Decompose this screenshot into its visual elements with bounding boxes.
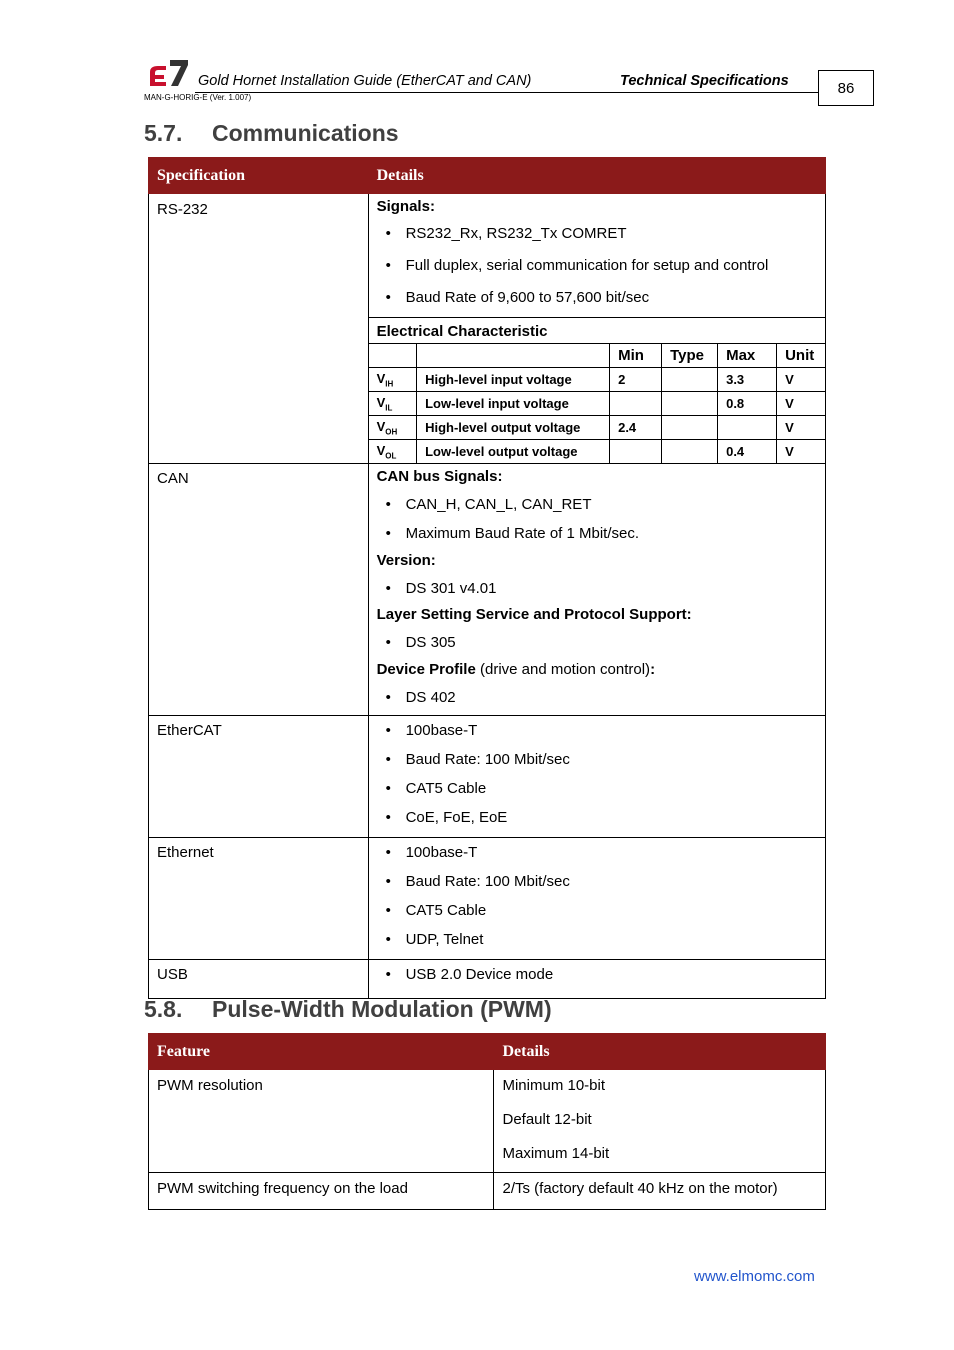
- version-list: [377, 580, 817, 598]
- max-cell: [718, 416, 777, 440]
- list-item: • RS232_Rx, RS232_Tx COMRET: [406, 225, 817, 243]
- type-cell: [662, 392, 718, 416]
- table-row: [369, 392, 825, 416]
- can-signals-list: [377, 496, 817, 543]
- list-item: • UDP, Telnet: [406, 931, 817, 949]
- feature-cell: PWM resolution: [149, 1070, 494, 1173]
- signals-list: [377, 225, 817, 307]
- document-id: MAN-G-HORIG-E (Ver. 1.007): [144, 93, 252, 102]
- list-item: • DS 305: [406, 634, 817, 652]
- column-header-details: Details: [494, 1034, 826, 1070]
- list-item: • Baud Rate: 100 Mbit/sec: [406, 873, 817, 891]
- section-title: Communications: [212, 120, 399, 146]
- list-item: • CAT5 Cable: [406, 780, 817, 798]
- min-cell: [610, 392, 662, 416]
- table-header-row: [149, 158, 826, 194]
- page-number: 86: [818, 70, 874, 106]
- symbol-cell: $V_{OL}$: [369, 440, 417, 464]
- type-cell: [662, 416, 718, 440]
- ethercat-list: [377, 722, 817, 827]
- list-item: • 100base-T: [406, 844, 817, 862]
- detail-line: Maximum 14-bit: [502, 1145, 610, 1162]
- section-number: 5.7.: [144, 120, 183, 146]
- elmo-logo: [148, 58, 190, 88]
- table-row: [369, 440, 825, 464]
- usb-list: [377, 966, 817, 984]
- list-item: • Full duplex, serial communication for setup and control: [406, 257, 817, 275]
- electrical-header-unit: Unit: [777, 344, 825, 368]
- table-row-pwm-resolution: [149, 1070, 826, 1173]
- details-cell: [494, 1070, 826, 1173]
- table-row-pwm-frequency: [149, 1173, 826, 1210]
- max-cell: 0.8: [718, 392, 777, 416]
- list-item: • CAN_H, CAN_L, CAN_RET: [406, 496, 817, 514]
- section-name: Technical Specifications: [620, 73, 789, 89]
- details-cell: [494, 1173, 826, 1210]
- communications-table: [148, 157, 826, 999]
- website-link[interactable]: www.elmomc.com: [694, 1268, 815, 1285]
- type-cell: [662, 440, 718, 464]
- pwm-table: [148, 1033, 826, 1210]
- spec-cell: CAN: [149, 464, 369, 716]
- column-header-details: Details: [368, 158, 825, 194]
- unit-cell: V: [777, 368, 825, 392]
- list-item: • Maximum Baud Rate of 1 Mbit/sec.: [406, 525, 817, 543]
- list-item: • CAT5 Cable: [406, 902, 817, 920]
- column-header-specification: Specification: [149, 158, 369, 194]
- min-cell: 2.4: [610, 416, 662, 440]
- feature-cell: PWM switching frequency on the load: [149, 1173, 494, 1210]
- electrical-table: [369, 344, 825, 463]
- section-number: 5.8.: [144, 996, 183, 1022]
- spec-cell: RS-232: [149, 194, 369, 464]
- section-heading-communications: [144, 120, 399, 147]
- list-item: • Baud Rate: 100 Mbit/sec: [406, 751, 817, 769]
- max-cell: 0.4: [718, 440, 777, 464]
- electrical-header: [417, 344, 610, 368]
- details-cell: [368, 960, 825, 999]
- electrical-cell: [368, 318, 825, 464]
- detail-line: Minimum 10-bit: [502, 1077, 606, 1094]
- electrical-header-type: Type: [662, 344, 718, 368]
- signals-label: Signals:: [376, 198, 435, 215]
- lss-list: [377, 634, 817, 652]
- symbol-cell: $V_{OH}$: [369, 416, 417, 440]
- table-row-ethercat: [149, 716, 826, 838]
- ethernet-list: [377, 844, 817, 949]
- electrical-characteristic-label: Electrical Characteristic: [369, 318, 825, 344]
- electrical-header-row: [369, 344, 825, 368]
- details-cell: [368, 838, 825, 960]
- document-title: Gold Hornet Installation Guide (EtherCAT and CAN): [198, 73, 532, 89]
- header-rule: [195, 92, 819, 93]
- electrical-header-max: Max: [718, 344, 777, 368]
- type-cell: [662, 368, 718, 392]
- details-cell: [368, 194, 825, 318]
- unit-cell: V: [777, 440, 825, 464]
- spec-cell: EtherCAT: [149, 716, 369, 838]
- electrical-header: [369, 344, 417, 368]
- version-label: Version:: [376, 552, 436, 569]
- description-cell: High-level input voltage: [417, 368, 610, 392]
- list-item: • DS 301 v4.01: [406, 580, 817, 598]
- table-row-rs232: [149, 194, 826, 318]
- section-heading-pwm: [144, 996, 552, 1023]
- max-cell: 3.3: [718, 368, 777, 392]
- details-cell: [368, 464, 825, 716]
- device-profile-line: Device Profile (drive and motion control):: [376, 661, 656, 678]
- unit-cell: V: [777, 416, 825, 440]
- detail-line: 2/Ts (factory default 40 kHz on the motor): [502, 1180, 778, 1197]
- spec-cell: Ethernet: [149, 838, 369, 960]
- lss-label: Layer Setting Service and Protocol Support:: [376, 606, 692, 623]
- list-item: • USB 2.0 Device mode: [406, 966, 817, 984]
- table-row: [369, 368, 825, 392]
- list-item: • 100base-T: [406, 722, 817, 740]
- detail-line: Default 12-bit: [502, 1111, 592, 1128]
- symbol-cell: $V_{IH}$: [369, 368, 417, 392]
- min-cell: [610, 440, 662, 464]
- table-row-ethernet: [149, 838, 826, 960]
- section-title: Pulse-Width Modulation (PWM): [212, 996, 552, 1022]
- table-header-row: [149, 1034, 826, 1070]
- list-item: • Baud Rate of 9,600 to 57,600 bit/sec: [406, 289, 817, 307]
- table-row: [369, 416, 825, 440]
- list-item: • DS 402: [406, 689, 817, 707]
- description-cell: High-level output voltage: [417, 416, 610, 440]
- unit-cell: V: [777, 392, 825, 416]
- description-cell: Low-level input voltage: [417, 392, 610, 416]
- table-row-can: [149, 464, 826, 716]
- list-item: • CoE, FoE, EoE: [406, 809, 817, 827]
- description-cell: Low-level output voltage: [417, 440, 610, 464]
- min-cell: 2: [610, 368, 662, 392]
- electrical-header-min: Min: [610, 344, 662, 368]
- column-header-feature: Feature: [149, 1034, 494, 1070]
- spec-cell: USB: [149, 960, 369, 999]
- can-signals-label: CAN bus Signals:: [376, 468, 503, 485]
- details-cell: [368, 716, 825, 838]
- symbol-cell: $V_{IL}$: [369, 392, 417, 416]
- profile-list: [377, 689, 817, 707]
- table-row-usb: [149, 960, 826, 999]
